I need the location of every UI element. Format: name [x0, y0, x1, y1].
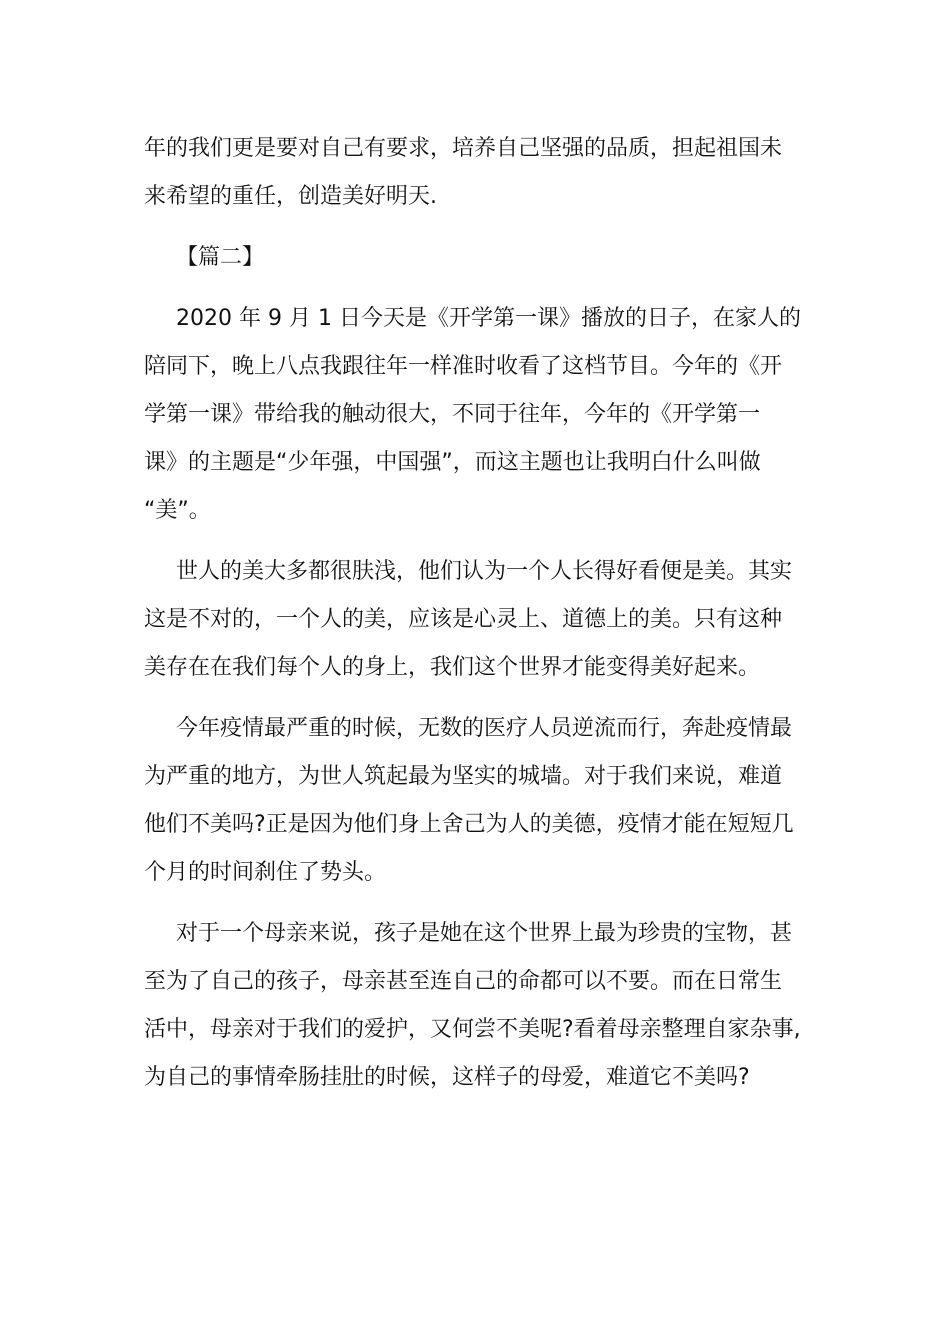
paragraph-beauty: [144, 548, 816, 692]
section-heading: [144, 234, 816, 282]
text-line: 个月的时间刹住了势头。: [144, 860, 387, 885]
paragraph-continuation: [144, 125, 816, 221]
text-line: “美”。: [144, 498, 211, 523]
text-line: 至为了自己的孩子，母亲甚至连自己的命都可以不要。而在日常生: [144, 969, 783, 994]
text-line: 年的我们更是要对自己有要求，培养自己坚强的品质，担起祖国未: [144, 136, 783, 161]
document-body: [144, 125, 816, 1102]
text-line: 这是不对的，一个人的美，应该是心灵上、道德上的美。只有这种: [144, 607, 783, 632]
text-line: 学第一课》带给我的触动很大，不同于往年，今年的《开学第一: [144, 402, 761, 427]
text-line: 对于一个母亲来说，孩子是她在这个世界上最为珍贵的宝物，甚: [176, 921, 793, 946]
paragraph-intro: [144, 295, 816, 535]
text-line: 今年疫情最严重的时候，无数的医疗人员逆流而行，奔赴疫情最: [176, 716, 793, 741]
text-line: 活中，母亲对于我们的爱护，又何尝不美呢?看着母亲整理自家杂事,: [144, 1017, 801, 1042]
text-line: 为严重的地方，为世人筑起最为坚实的城墙。对于我们来说，难道: [144, 764, 783, 789]
section-heading-text: 【篇二】: [176, 245, 265, 270]
text-line: 世人的美大多都很肤浅，他们认为一个人长得好看便是美。其实: [176, 559, 793, 584]
text-line: 陪同下，晚上八点我跟往年一样准时收看了这档节目。今年的《开: [144, 354, 783, 379]
text-line: 他们不美吗?正是因为他们身上舍己为人的美德，疫情才能在短短几: [144, 812, 794, 837]
text-line: 2020 年 9 月 1 日今天是《开学第一课》播放的日子，在家人的: [176, 306, 801, 331]
paragraph-mother: [144, 910, 816, 1102]
paragraph-epidemic: [144, 705, 816, 897]
text-line: 为自己的事情牵肠挂肚的时候，这样子的母爱，难道它不美吗?: [144, 1065, 750, 1090]
text-line: 美存在在我们每个人的身上，我们这个世界才能变得美好起来。: [144, 655, 761, 680]
text-line: 来希望的重任，创造美好明天.: [144, 184, 437, 209]
text-line: 课》的主题是“少年强，中国强”，而这主题也让我明白什么叫做: [144, 450, 761, 475]
